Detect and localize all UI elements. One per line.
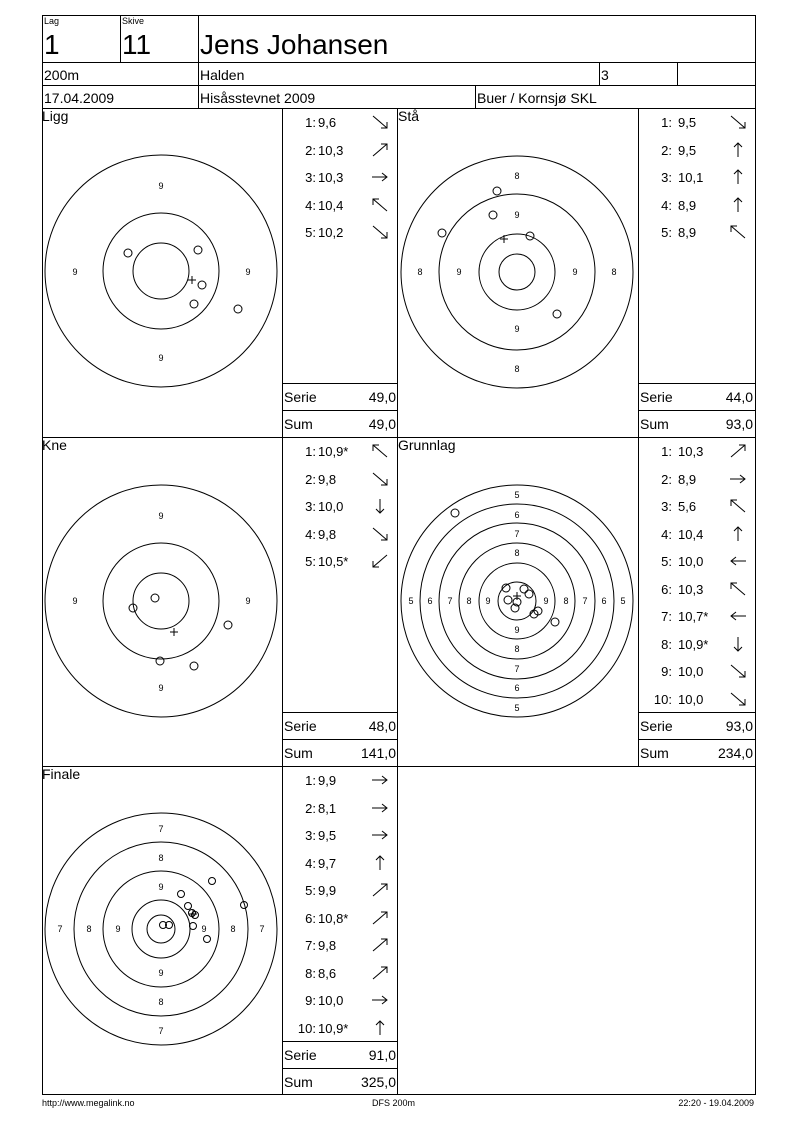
lag-value: 1 [44,29,60,60]
direction-arrow-icon [370,937,390,953]
shot-row [638,225,748,241]
direction-arrow-icon [370,882,390,898]
shot-number: 2: [305,142,316,158]
ring-label: 9 [572,267,578,277]
shot-row [282,1021,392,1037]
shot-number: 3: [305,828,316,843]
ring-label: 8 [466,596,472,606]
klasse: 3 [601,67,609,83]
ring-label: 8 [86,924,92,934]
shot-row [282,170,392,186]
center-cross [170,628,178,636]
shot-value: 8,6 [318,965,337,981]
shot-row [638,637,748,653]
panel-title-ligg: Ligg [42,108,69,124]
shot-value: 10,3 [678,444,704,459]
shot-number: 5: [661,225,672,240]
shot-value: 9,9 [318,773,337,788]
ring-label: 5 [514,490,520,500]
direction-arrow-icon [370,197,390,213]
serie-label: Serie [284,1047,317,1063]
shot-value: 10,4 [318,197,344,213]
sum-label: Sum [284,1074,313,1090]
shot-number: 5: [305,225,316,240]
shot-hole [489,211,497,219]
sum-value: 93,0 [725,416,753,432]
ring-label: 8 [611,267,617,277]
serie-value: 48,0 [368,718,396,734]
ring-label: 7 [514,529,520,539]
shot-row [282,554,392,570]
direction-arrow-icon [728,636,748,652]
direction-arrow-icon [370,1020,390,1036]
direction-arrow-icon [370,526,390,542]
shot-row [638,472,748,488]
shot-row [282,883,392,899]
ring-label: 9 [158,968,164,978]
ring-label: 6 [601,596,607,606]
direction-arrow-icon [728,581,748,597]
serie-label: Serie [284,389,317,405]
shot-number: 3: [305,499,316,514]
shot-list-finale [282,773,398,1041]
shot-hole [493,187,501,195]
ring-label: 9 [201,924,207,934]
ring-label: 6 [514,683,520,693]
event-name: Hisåsstevnet 2009 [200,90,316,106]
shot-value: 10,7* [678,609,709,624]
ring-label: 9 [158,882,164,892]
direction-arrow-icon [370,443,390,459]
direction-arrow-icon [728,691,748,707]
shot-number: 2: [661,142,672,158]
shot-hole [151,594,159,602]
shot-value: 10,9* [318,444,349,459]
shot-number: 8: [305,965,316,981]
ring-label: 8 [230,924,236,934]
direction-arrow-icon [728,471,748,487]
lag-label: Lag [44,16,60,26]
panel-title-grunnlag: Grunnlag [398,437,456,453]
shot-row [282,225,392,241]
club-place: Halden [200,67,245,83]
direction-arrow-icon [370,800,390,816]
shot-hole [156,657,164,665]
ring-label: 5 [514,703,520,713]
shot-row [282,198,392,214]
direction-arrow-icon [370,224,390,240]
ring-label: 9 [72,596,78,606]
shot-row [638,609,748,625]
shot-row [638,692,748,708]
shot-number: 7: [661,609,672,624]
serie-value: 91,0 [368,1047,396,1063]
direction-arrow-icon [728,169,748,185]
direction-arrow-icon [728,224,748,240]
shooter-name: Jens Johansen [200,29,389,60]
direction-arrow-icon [728,114,748,130]
direction-arrow-icon [370,827,390,843]
center-cross [500,235,508,243]
direction-arrow-icon [370,553,390,569]
shot-number: 4: [305,526,316,542]
direction-arrow-icon [728,663,748,679]
ring-label: 8 [514,548,520,558]
serie-value: 93,0 [725,718,753,734]
shot-row [282,444,392,460]
shot-row [638,198,748,214]
ring-label: 8 [514,171,520,181]
shot-row [282,938,392,954]
shot-value: 10,3 [318,142,344,158]
shot-hole [190,923,197,930]
shot-number: 5: [305,883,316,898]
shot-value: 10,5* [318,554,349,569]
shot-value: 10,0 [678,554,704,569]
shot-number: 3: [661,499,672,514]
target-sta [398,108,638,437]
ring-label: 9 [514,625,520,635]
shot-row [282,801,392,817]
shot-value: 8,9 [678,471,697,487]
direction-arrow-icon [728,498,748,514]
shot-row [638,582,748,598]
club-name: Buer / Kornsjø SKL [477,90,597,106]
shot-row [638,664,748,680]
shot-row [638,499,748,515]
shot-hole [178,891,185,898]
shot-value: 10,3 [318,170,344,185]
ring-label: 7 [158,1026,164,1036]
ring-label: 9 [72,267,78,277]
shot-hole [209,878,216,885]
shot-hole [190,662,198,670]
shot-row [282,828,392,844]
sum-value: 234,0 [717,745,753,761]
ring-label: 8 [514,644,520,654]
panel-title-sta: Stå [398,108,420,124]
shot-row [282,993,392,1009]
ring-label: 9 [456,267,462,277]
shot-number: 4: [305,855,316,871]
shot-row [282,911,392,927]
sum-label: Sum [640,416,669,432]
ring-label: 6 [514,510,520,520]
shot-number: 4: [661,526,672,542]
shot-number: 2: [305,800,316,816]
shot-value: 5,6 [678,499,697,514]
shot-hole [124,249,132,257]
direction-arrow-icon [728,443,748,459]
shot-hole [194,246,202,254]
shot-number: 1: [661,444,672,459]
direction-arrow-icon [370,910,390,926]
shot-number: 2: [661,471,672,487]
target-ligg [42,108,282,437]
shot-hole [551,618,559,626]
ring-label: 9 [514,324,520,334]
ring-label: 8 [158,853,164,863]
shot-number: 2: [305,471,316,487]
ring-label: 7 [514,664,520,674]
shot-number: 9: [305,993,316,1008]
shot-hole [198,281,206,289]
shot-row [638,527,748,543]
shot-number: 7: [305,938,316,953]
direction-arrow-icon [728,197,748,213]
shot-number: 5: [661,554,672,569]
sum-value: 141,0 [360,745,396,761]
shot-row [638,143,748,159]
shot-row [282,143,392,159]
shot-value: 9,8 [318,471,337,487]
ring-label: 7 [57,924,63,934]
panel-title-kne: Kne [42,437,67,453]
shot-number: 4: [305,197,316,213]
shot-hole [224,621,232,629]
shot-list-grunnlag [638,444,756,712]
shot-value: 9,8 [318,938,337,953]
footer-timestamp: 22:20 - 19.04.2009 [678,1098,754,1108]
shot-row [282,966,392,982]
ring-label: 5 [620,596,626,606]
shot-list-kne [282,444,398,704]
shot-hole [504,596,512,604]
shot-hole [438,229,446,237]
shot-hole [204,936,211,943]
direction-arrow-icon [370,142,390,158]
shot-row [282,115,392,131]
ring-label: 9 [158,511,164,521]
ring-label: 7 [259,924,265,934]
shot-value: 9,8 [318,526,337,542]
direction-arrow-icon [370,772,390,788]
ring-label: 9 [543,596,549,606]
ring-label: 9 [158,181,164,191]
target-grunnlag [398,437,638,766]
shot-number: 1: [305,773,316,788]
direction-arrow-icon [370,992,390,1008]
target-finale [42,766,282,1094]
date: 17.04.2009 [44,90,115,106]
footer-url: http://www.megalink.no [42,1098,135,1108]
shot-value: 8,9 [678,225,697,240]
ring-label: 9 [115,924,121,934]
shot-value: 10,0 [678,664,704,679]
serie-label: Serie [640,389,673,405]
direction-arrow-icon [370,855,390,871]
target-kne [42,437,282,766]
shot-value: 8,9 [678,197,697,213]
shot-hole [451,509,459,517]
shot-number: 9: [661,664,672,679]
sum-value: 325,0 [360,1074,396,1090]
distance: 200m [44,67,80,83]
ring-label: 9 [514,210,520,220]
shot-row [282,527,392,543]
direction-arrow-icon [728,553,748,569]
shot-row [638,444,748,460]
ring-label: 9 [245,267,251,277]
shot-number: 4: [661,197,672,213]
ring-label: 7 [158,824,164,834]
shot-value: 10,0 [318,499,344,514]
shot-value: 10,3 [678,581,704,597]
shot-number: 3: [661,170,672,185]
skive-label: Skive [122,16,145,26]
shot-hole [525,590,533,598]
shot-row [282,499,392,515]
shot-row [638,170,748,186]
shot-value: 10,8* [318,910,349,926]
sum-value: 49,0 [368,416,396,432]
shot-hole [520,585,528,593]
ring-label: 9 [158,683,164,693]
shot-number: 3: [305,170,316,185]
shot-row [282,472,392,488]
ring-label: 9 [485,596,491,606]
shot-value: 9,5 [678,142,697,158]
ring-label: 9 [245,596,251,606]
ring-label: 7 [582,596,588,606]
shot-number: 5: [305,554,316,569]
sum-label: Sum [640,745,669,761]
panel-title-finale: Finale [42,766,81,782]
shot-value: 9,6 [318,115,337,130]
shot-list-sta [638,115,756,375]
shot-number: 1: [661,115,672,130]
direction-arrow-icon [370,114,390,130]
ring-label: 8 [563,596,569,606]
direction-arrow-icon [728,142,748,158]
center-cross [188,276,196,284]
shot-list-ligg [282,115,398,375]
direction-arrow-icon [370,965,390,981]
shot-value: 10,0 [678,691,704,707]
shot-value: 10,9* [318,1020,349,1036]
shot-number: 1: [305,115,316,130]
shot-hole [234,305,242,313]
serie-value: 49,0 [368,389,396,405]
shot-value: 10,4 [678,526,704,542]
shot-value: 9,5 [678,115,697,130]
shot-value: 10,2 [318,225,344,240]
ring-label: 9 [158,353,164,363]
ring-label: 8 [158,997,164,1007]
serie-label: Serie [284,718,317,734]
sum-label: Sum [284,416,313,432]
shot-value: 9,5 [318,828,337,843]
shot-value: 10,1 [678,170,704,185]
direction-arrow-icon [370,498,390,514]
shot-row [638,115,748,131]
shot-number: 6: [305,910,316,926]
shot-row [282,856,392,872]
shot-number: 10: [653,691,672,707]
shot-row [282,773,392,789]
shot-number: 8: [661,636,672,652]
direction-arrow-icon [728,526,748,542]
shot-number: 1: [305,444,316,459]
ring-label: 7 [447,596,453,606]
direction-arrow-icon [370,471,390,487]
ring-label: 5 [408,596,414,606]
direction-arrow-icon [728,608,748,624]
shot-number: 10: [297,1020,316,1036]
ring-label: 8 [417,267,423,277]
footer-program: DFS 200m [372,1098,416,1108]
serie-label: Serie [640,718,673,734]
shot-hole [553,310,561,318]
shot-value: 10,0 [318,993,344,1008]
shot-number: 6: [661,581,672,597]
serie-value: 44,0 [725,389,753,405]
shot-value: 9,9 [318,883,337,898]
shot-hole [185,903,192,910]
shot-hole [190,300,198,308]
shot-value: 8,1 [318,800,337,816]
shot-row [638,554,748,570]
direction-arrow-icon [370,169,390,185]
ring-label: 6 [427,596,433,606]
ring-label: 8 [514,364,520,374]
sum-label: Sum [284,745,313,761]
skive-value: 11 [122,29,152,60]
shot-value: 10,9* [678,636,709,652]
shot-value: 9,7 [318,855,337,871]
